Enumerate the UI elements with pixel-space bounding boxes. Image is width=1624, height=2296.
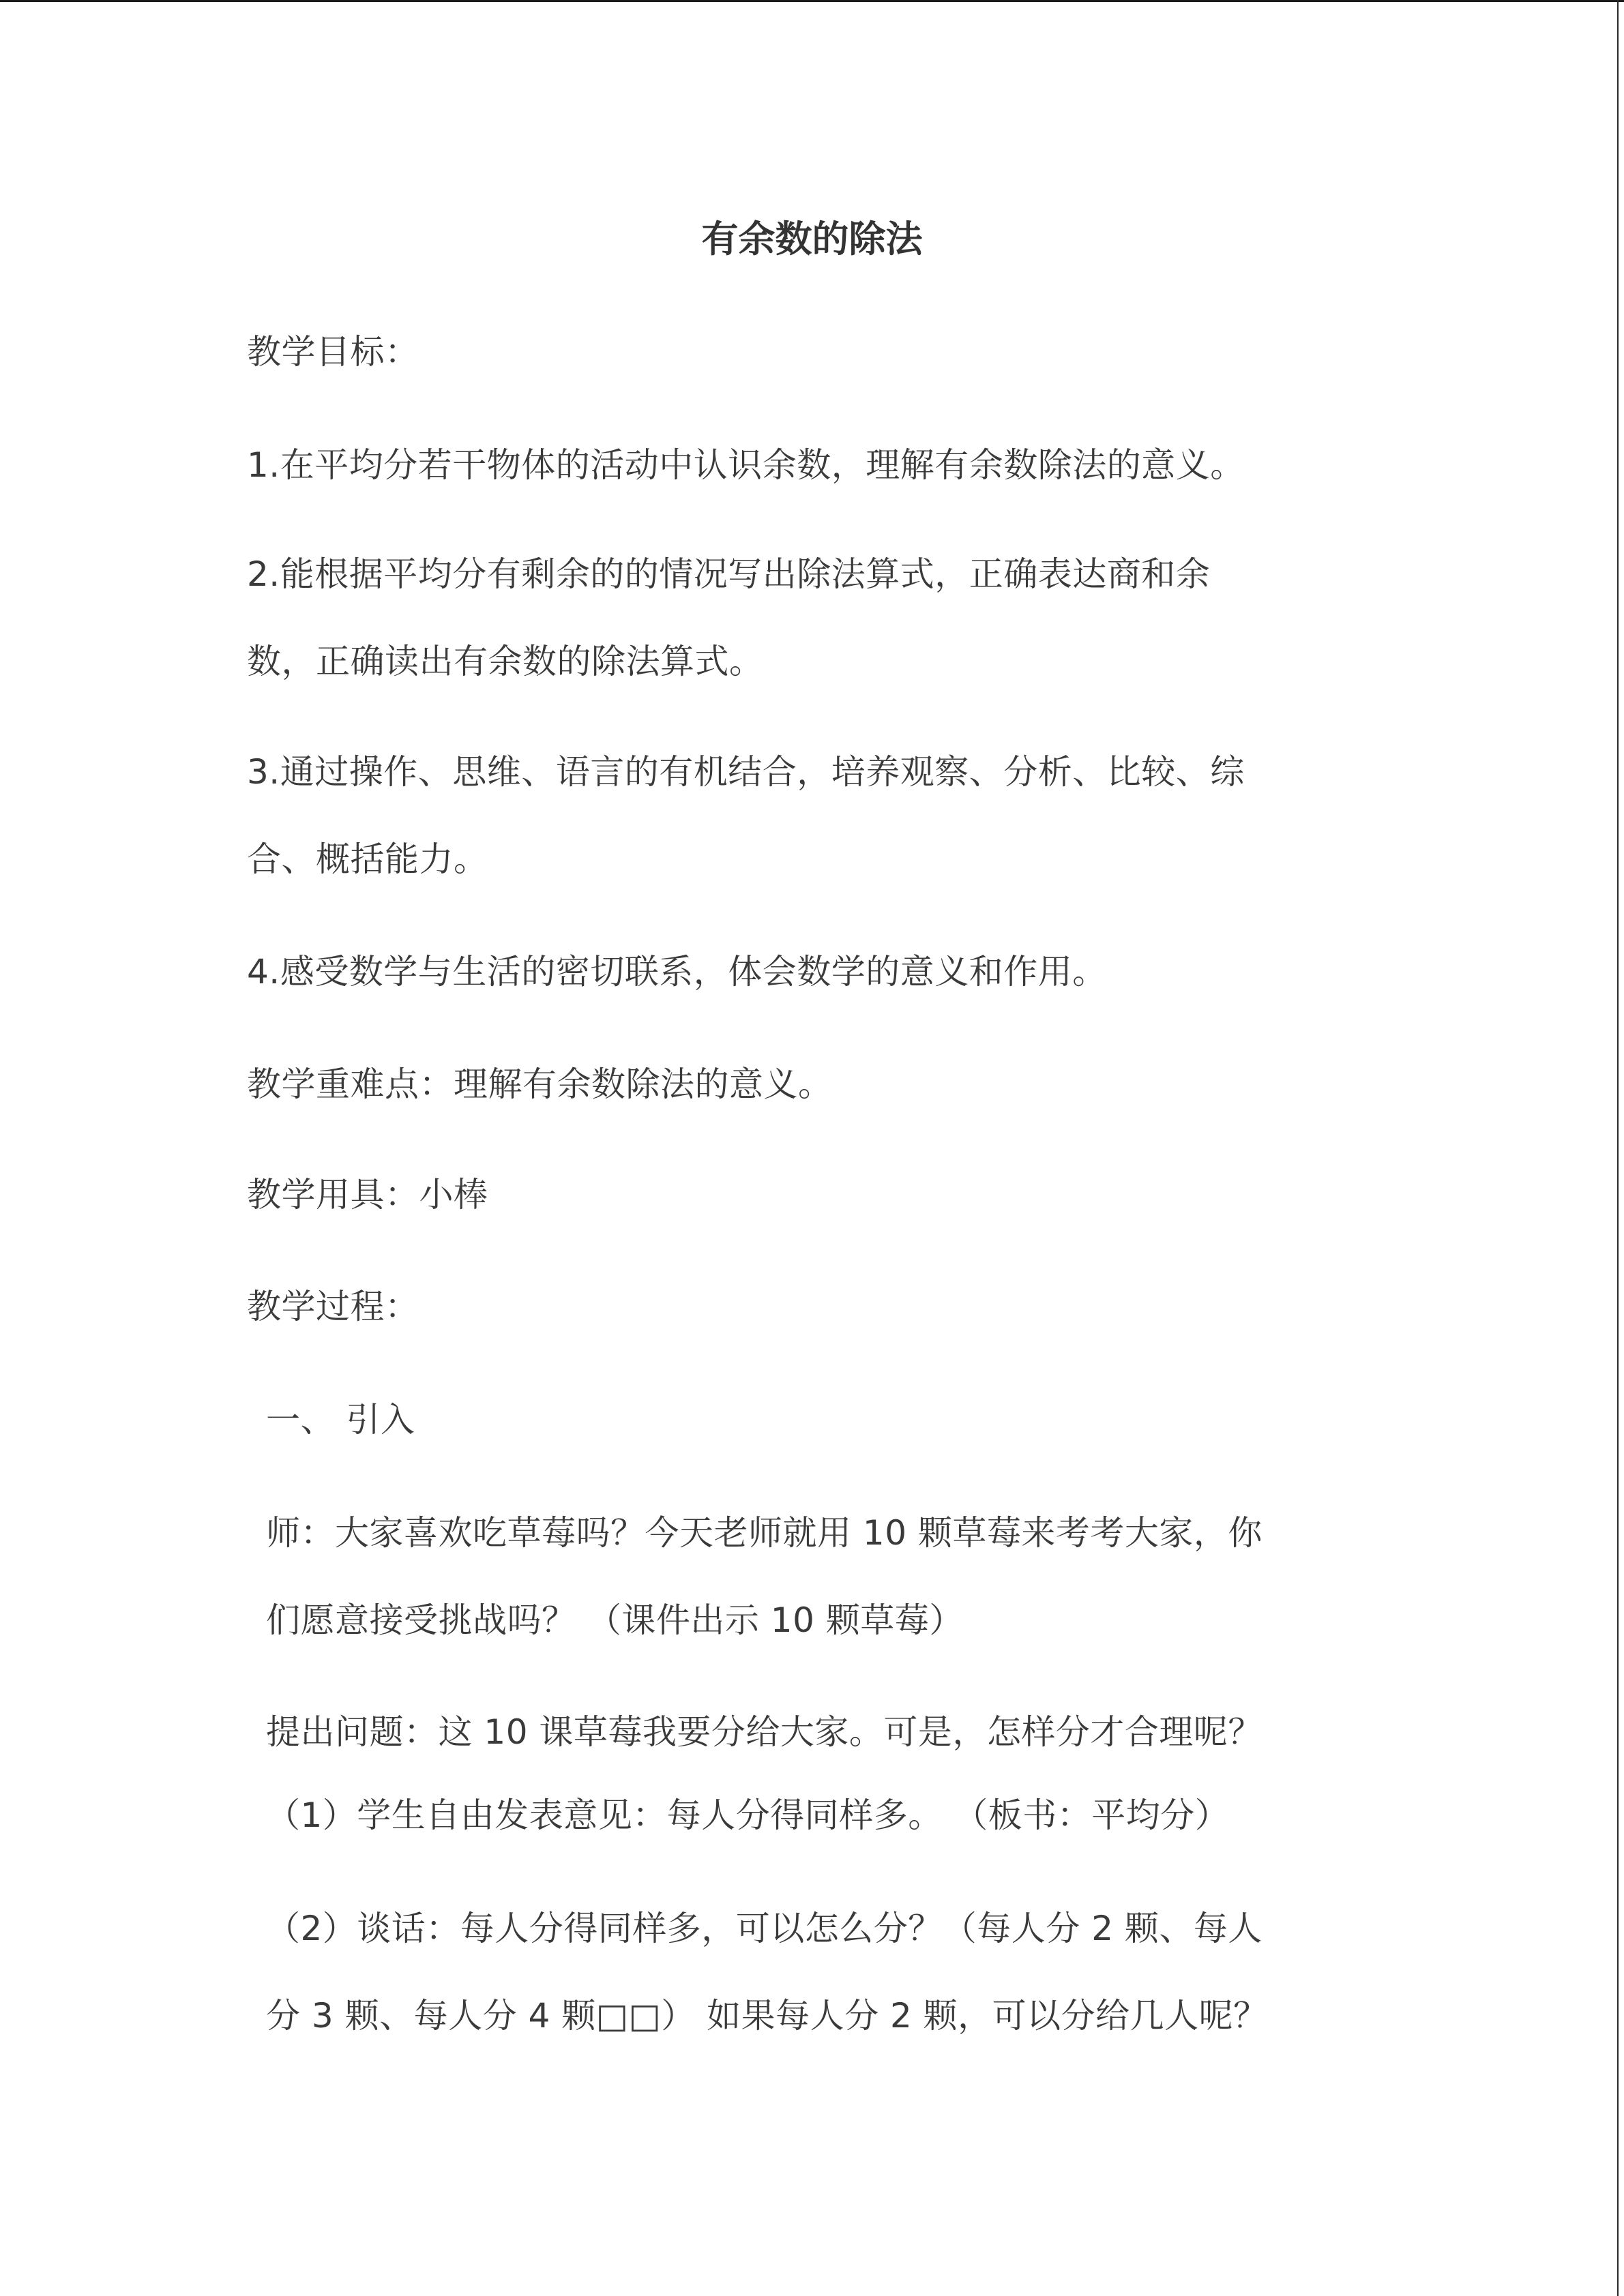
paragraph-line: 们愿意接受挑战吗？ （课件出示 10 颗草莓） xyxy=(266,1600,964,1640)
section-heading-tools: 教学用具：小棒 xyxy=(247,1175,488,1214)
paragraph-line: 3.通过操作、思维、语言的有机结合，培养观察、分析、比较、综 xyxy=(247,752,1245,792)
paragraph-line: （2）谈话：每人分得同样多，可以怎么分？（每人分 2 颗、每人 xyxy=(266,1909,1263,1948)
paragraph-line: 数，正确读出有余数的除法算式。 xyxy=(247,642,764,681)
paragraph-line: 4.感受数学与生活的密切联系，体会数学的意义和作用。 xyxy=(247,952,1107,992)
section-heading-key-points: 教学重难点：理解有余数除法的意义。 xyxy=(247,1064,833,1104)
paragraph-line: 合、概括能力。 xyxy=(247,839,488,879)
section-heading-objectives: 教学目标： xyxy=(247,332,419,372)
paragraph-line: 1.在平均分若干物体的活动中认识余数，理解有余数除法的意义。 xyxy=(247,445,1245,485)
paragraph-line: 分 3 颗、每人分 4 颗□□） 如果每人分 2 颗，可以分给几人呢？ xyxy=(266,1996,1268,2036)
section-heading-process: 教学过程： xyxy=(247,1287,419,1326)
paragraph-line: （1）学生自由发表意见：每人分得同样多。 （板书：平均分） xyxy=(266,1795,1230,1835)
paragraph-line: 提出问题：这 10 课草莓我要分给大家。可是，怎样分才合理呢？ xyxy=(266,1712,1263,1752)
subsection-heading-intro: 一、 引入 xyxy=(266,1400,415,1440)
paragraph-line: 2.能根据平均分有剩余的的情况写出除法算式，正确表达商和余 xyxy=(247,554,1211,594)
page-top-border xyxy=(0,0,1624,2)
document-title: 有余数的除法 xyxy=(701,218,923,260)
paragraph-line: 师：大家喜欢吃草莓吗？今天老师就用 10 颗草莓来考考大家，你 xyxy=(266,1513,1263,1553)
page-right-border xyxy=(1617,0,1619,2296)
